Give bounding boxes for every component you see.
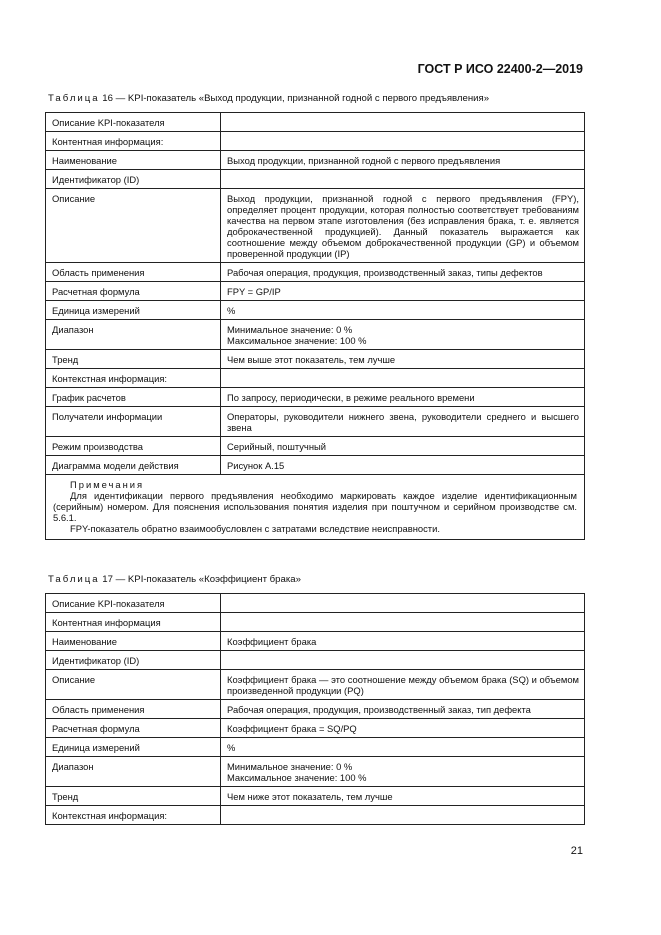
range-max: Максимальное значение: 100 % [227, 335, 367, 346]
row-label: Область применения [46, 263, 221, 282]
row-label: Наименование [46, 632, 221, 651]
row-value: Коэффициент брака [221, 632, 585, 651]
row-label: Наименование [46, 151, 221, 170]
row-label: Диаграмма модели действия [46, 456, 221, 475]
note-1: Для идентификации первого предъявления необходимо маркировать каждое изделие идентификационным (серийным) номером. Для пояснения использования понятия изделия при поштучном и серийном производстве см. 5.6.1. [53, 490, 577, 523]
row-label: Область применения [46, 700, 221, 719]
row-label: Описание KPI-показателя [46, 594, 221, 613]
range-min: Минимальное значение: 0 % [227, 324, 353, 335]
row-label: Диапазон [46, 757, 221, 787]
table-row [46, 757, 585, 787]
row-value: По запросу, периодически, в режиме реального времени [221, 388, 585, 407]
row-label: Контекстная информация: [46, 806, 221, 825]
document-header: ГОСТ Р ИСО 22400-2—2019 [417, 62, 583, 76]
row-value [221, 369, 585, 388]
row-value: % [221, 738, 585, 757]
table-row [46, 170, 585, 189]
row-value [221, 757, 585, 787]
row-label: Получатели информации [46, 407, 221, 437]
notes-cell [46, 475, 585, 540]
row-label: Расчетная формула [46, 282, 221, 301]
row-value [221, 613, 585, 632]
row-value: Коэффициент брака = SQ/PQ [221, 719, 585, 738]
table-row [46, 282, 585, 301]
table-row [46, 738, 585, 757]
table16-caption-prefix: Таблица [48, 93, 100, 104]
table-row [46, 151, 585, 170]
table16-caption-text: 16 — KPI-показатель «Выход продукции, признанной годной с первого предъявления» [102, 93, 490, 104]
row-label: Контентная информация [46, 613, 221, 632]
table-row [46, 132, 585, 151]
row-label: Единица измерений [46, 738, 221, 757]
row-label: Идентификатор (ID) [46, 170, 221, 189]
table-row [46, 613, 585, 632]
table17-caption-text: 17 — KPI-показатель «Коэффициент брака» [102, 574, 301, 585]
table-row [46, 719, 585, 738]
row-label: Идентификатор (ID) [46, 651, 221, 670]
row-value: Серийный, поштучный [221, 437, 585, 456]
row-value: Чем выше этот показатель, тем лучше [221, 350, 585, 369]
table-row [46, 369, 585, 388]
row-label: Режим производства [46, 437, 221, 456]
table17 [45, 593, 585, 825]
table-row [46, 700, 585, 719]
row-value [221, 320, 585, 350]
table16 [45, 112, 585, 540]
row-value: Рабочая операция, продукция, производственный заказ, тип дефекта [221, 700, 585, 719]
row-value: FPY = GP/IP [221, 282, 585, 301]
table-row [46, 301, 585, 320]
table17-caption-prefix: Таблица [48, 574, 100, 585]
row-label: Контекстная информация: [46, 369, 221, 388]
table-row [46, 651, 585, 670]
row-value: Рабочая операция, продукция, производственный заказ, типы дефектов [221, 263, 585, 282]
row-value [221, 113, 585, 132]
row-label: Тренд [46, 787, 221, 806]
table-row [46, 189, 585, 263]
table17-caption [48, 574, 301, 585]
notes-title: Примечания [70, 479, 145, 490]
note-2: FPY-показатель обратно взаимообусловлен с затратами вследствие неисправности. [70, 523, 440, 534]
table-row [46, 594, 585, 613]
page-number: 21 [570, 845, 583, 857]
row-value: Операторы, руководители нижнего звена, руководители среднего и высшего звена [221, 407, 585, 437]
row-label: Описание [46, 189, 221, 263]
row-value [221, 806, 585, 825]
range-min: Минимальное значение: 0 % [227, 761, 353, 772]
row-label: Контентная информация: [46, 132, 221, 151]
row-label: Расчетная формула [46, 719, 221, 738]
row-label: Единица измерений [46, 301, 221, 320]
table-row [46, 787, 585, 806]
table16-caption [48, 93, 489, 104]
range-max: Максимальное значение: 100 % [227, 772, 367, 783]
notes-row [46, 475, 585, 540]
row-value [221, 594, 585, 613]
table-row [46, 806, 585, 825]
row-value: Выход продукции, признанной годной с первого предъявления [221, 151, 585, 170]
row-value: Коэффициент брака — это соотношение между объемом брака (SQ) и объемом произведенной продукции (PQ) [221, 670, 585, 700]
row-label: График расчетов [46, 388, 221, 407]
table-row [46, 388, 585, 407]
row-value: % [221, 301, 585, 320]
table-row [46, 437, 585, 456]
table-row [46, 670, 585, 700]
row-value: Рисунок А.15 [221, 456, 585, 475]
row-label: Диапазон [46, 320, 221, 350]
row-value: Выход продукции, признанной годной с первого предъявления (FPY), определяет процент продукции, которая полностью соответствует требованиям качества на первом этапе изготовления (без исправления брака, т. е. является доброкачественной продукцией). Данный показатель выражается как соотношение между объемом доброкачественной продукции (GP) и объемом проверенной продукции (IP) [221, 189, 585, 263]
row-value [221, 651, 585, 670]
row-label: Описание KPI-показателя [46, 113, 221, 132]
row-value [221, 170, 585, 189]
table-row [46, 263, 585, 282]
table-row [46, 113, 585, 132]
table-row [46, 456, 585, 475]
row-label: Тренд [46, 350, 221, 369]
row-value [221, 132, 585, 151]
row-value: Чем ниже этот показатель, тем лучше [221, 787, 585, 806]
table-row [46, 632, 585, 651]
table-row [46, 350, 585, 369]
row-label: Описание [46, 670, 221, 700]
table-row [46, 407, 585, 437]
table-row [46, 320, 585, 350]
